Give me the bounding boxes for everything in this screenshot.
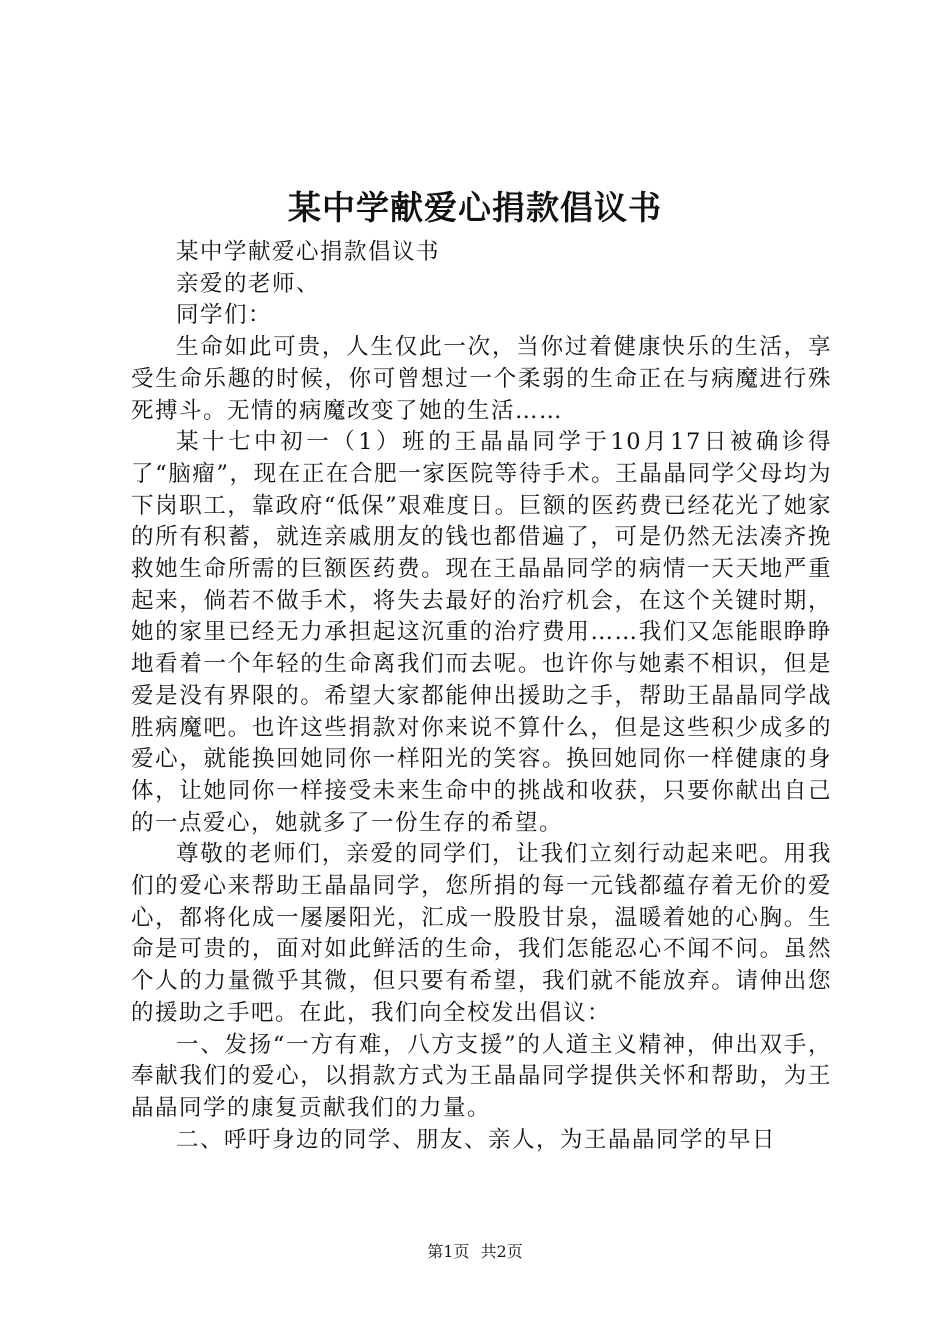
paragraph-intro: 生命如此可贵，人生仅此一次，当你过着健康快乐的生活，享受生命乐趣的时候，你可曾想过一个柔弱的生命正在与病魔进行殊死搏斗。无情的病魔改变了她的生活…… <box>131 334 832 424</box>
paragraph-salutation-1: 亲爱的老师、 <box>176 270 321 297</box>
page-total: 共2页 <box>480 1242 523 1261</box>
paragraph-proposal-2: 二、呼吁身边的同学、朋友、亲人，为王晶晶同学的早日 <box>176 1126 777 1153</box>
paragraph-proposal-1: 一、发扬“一方有难，八方支援”的人道主义精神，伸出双手，奉献我们的爱心，以捐款方式为王晶晶同学提供关怀和帮助，为王晶晶同学的康复贡献我们的力量。 <box>131 1031 832 1121</box>
paragraph-story: 某十七中初一（1）班的王晶晶同学于10月17日被确诊得了“脑瘤”，现在正在合肥一家医院等待手术。王晶晶同学父母均为下岗职工，靠政府“低保”艰难度日。巨额的医药费已经花光了她家的所有积蓄，就连亲戚朋友的钱也都借遍了，可是仍然无法凑齐挽救她生命所需的巨额医药费。现在王晶晶同学的病情一天天地严重起来，倘若不做手术，将失去最好的治疗机会，在这个关键时期，她的家里已经无力承担起这沉重的治疗费用……我们又怎能眼睁睁地看着一个年轻的生命离我们而去呢。也许你与她素不相识，但是爱是没有界限的。希望大家都能伸出援助之手，帮助王晶晶同学战胜病魔吧。也许这些捐款对你来说不算什么，但是这些积少成多的爱心，就能换回她同你一样阳光的笑容。换回她同你一样健康的身体，让她同你一样接受未来生命中的挑战和收获，只要你献出自己的一点爱心，她就多了一份生存的希望。 <box>131 429 832 836</box>
paragraph-heading-repeat: 某中学献爱心捐款倡议书 <box>176 239 441 265</box>
document-body <box>131 237 832 1156</box>
document-title: 某中学献爱心捐款倡议书 <box>288 188 662 227</box>
page-footer <box>0 1240 950 1264</box>
paragraph-salutation-2: 同学们： <box>176 302 273 329</box>
page-number: 第1页 <box>427 1242 470 1261</box>
paragraph-appeal: 尊敬的老师们，亲爱的同学们，让我们立刻行动起来吧。用我们的爱心来帮助王晶晶同学，您所捐的每一元钱都蕴存着无价的爱心，都将化成一屡屡阳光，汇成一股股甘泉，温暖着她的心胸。生命是可贵的，面对如此鲜活的生命，我们怎能忍心不闻不问。虽然个人的力量微乎其微，但只要有希望，我们就不能放弃。请伸出您的援助之手吧。在此，我们向全校发出倡议： <box>131 841 832 1026</box>
